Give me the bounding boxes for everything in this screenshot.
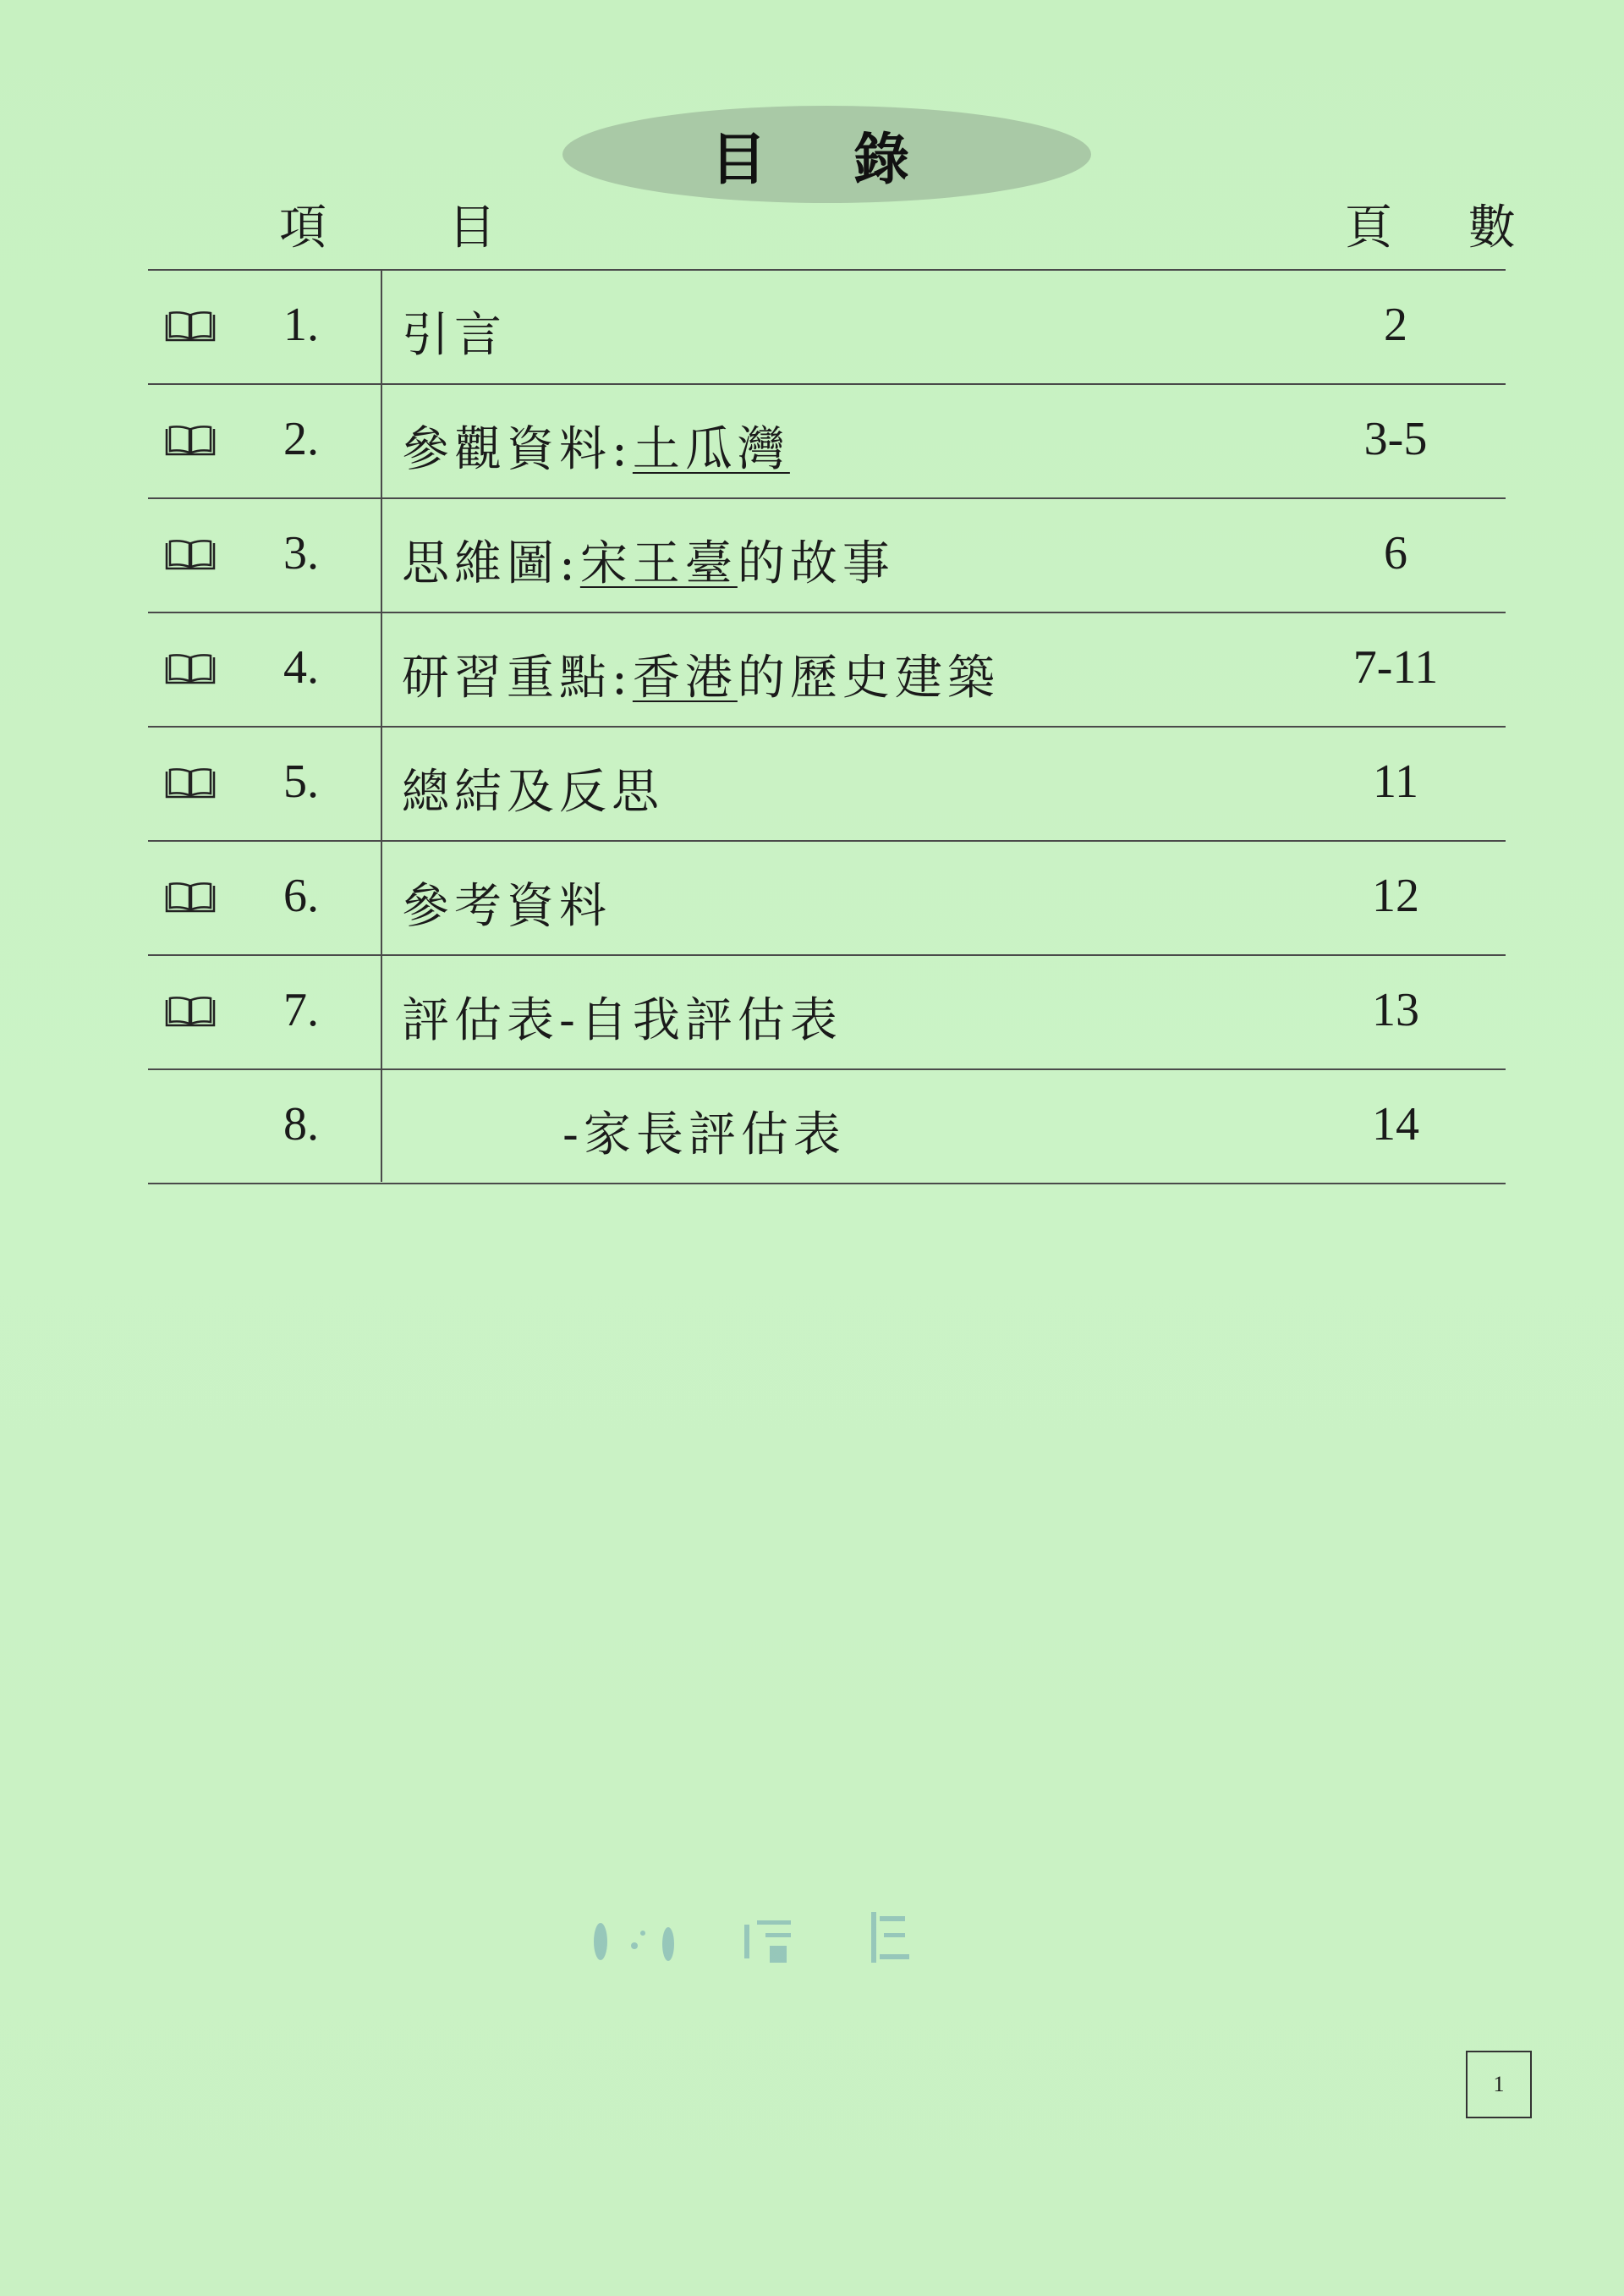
- toc-item-title: [562, 1097, 846, 1165]
- toc-item-number: 5.: [283, 755, 319, 808]
- toc-row: [148, 728, 1506, 842]
- toc-row: [148, 385, 1506, 499]
- toc-title-segment: 土瓜灣: [632, 422, 790, 477]
- toc-title-segment: 總結及反思: [402, 765, 664, 820]
- toc-item-number: 6.: [283, 870, 319, 922]
- open-book-icon: [163, 310, 217, 345]
- toc-page-number: 14: [1372, 1098, 1419, 1151]
- toc-page-number: 7-11: [1352, 641, 1439, 694]
- toc-title-segment: -家長評估表: [562, 1107, 846, 1162]
- toc-item-number: 4.: [283, 641, 319, 694]
- toc-title-segment: 香港: [632, 651, 738, 706]
- header-item-label-a: 項: [279, 200, 330, 255]
- toc-item-title: [402, 526, 895, 594]
- open-book-icon: [163, 652, 217, 688]
- toc-row: [148, 613, 1506, 728]
- toc-row: [148, 499, 1506, 613]
- toc-page-number: 3-5: [1363, 413, 1428, 465]
- toc-item-title: [402, 640, 1000, 708]
- page-title: 目 錄: [710, 127, 943, 192]
- toc-page-number: 11: [1373, 755, 1418, 808]
- toc-title-segment: 引言: [402, 308, 507, 363]
- toc-title-segment: 的歷史建築: [737, 651, 1000, 706]
- header-pages-label: 頁 數: [1345, 200, 1546, 255]
- open-book-icon: [163, 538, 217, 574]
- toc-item-title: [402, 983, 842, 1051]
- toc-item-number: 8.: [283, 1098, 319, 1151]
- open-book-icon: [163, 766, 217, 802]
- toc-item-title: [402, 869, 612, 937]
- toc-item-number: 2.: [283, 413, 319, 465]
- open-book-icon: [163, 881, 217, 916]
- toc-row: [148, 956, 1506, 1070]
- toc-title-segment: 思維圖:: [402, 536, 580, 591]
- open-book-icon: [163, 424, 217, 459]
- toc-page-number: 6: [1384, 527, 1407, 579]
- toc-row: [148, 271, 1506, 385]
- toc-item-number: 1.: [283, 299, 319, 351]
- faded-stamp-mark: [575, 1895, 930, 1988]
- toc-page-number: 2: [1384, 299, 1407, 351]
- toc-title-segment: 研習重點:: [402, 651, 633, 706]
- toc-item-number: 7.: [283, 984, 319, 1036]
- toc-item-title: [402, 298, 507, 365]
- open-book-icon: [163, 995, 217, 1030]
- page-number: 1: [1466, 2051, 1532, 2118]
- toc-title-segment: 參觀資料:: [402, 422, 633, 477]
- table-of-contents: [148, 269, 1506, 1184]
- header-item-label-b: 目: [448, 200, 499, 255]
- toc-item-number: 3.: [283, 527, 319, 579]
- toc-title-segment: 評估表-自我評估表: [402, 993, 842, 1048]
- toc-item-title: [402, 412, 790, 480]
- toc-row: [148, 1070, 1506, 1184]
- toc-title-segment: 宋王臺: [579, 536, 738, 591]
- toc-page-number: 12: [1372, 870, 1419, 922]
- toc-title-segment: 的故事: [737, 536, 895, 591]
- toc-title-segment: 參考資料: [402, 879, 612, 934]
- toc-item-title: [402, 755, 664, 822]
- toc-page-number: 13: [1372, 984, 1419, 1036]
- toc-row: [148, 842, 1506, 956]
